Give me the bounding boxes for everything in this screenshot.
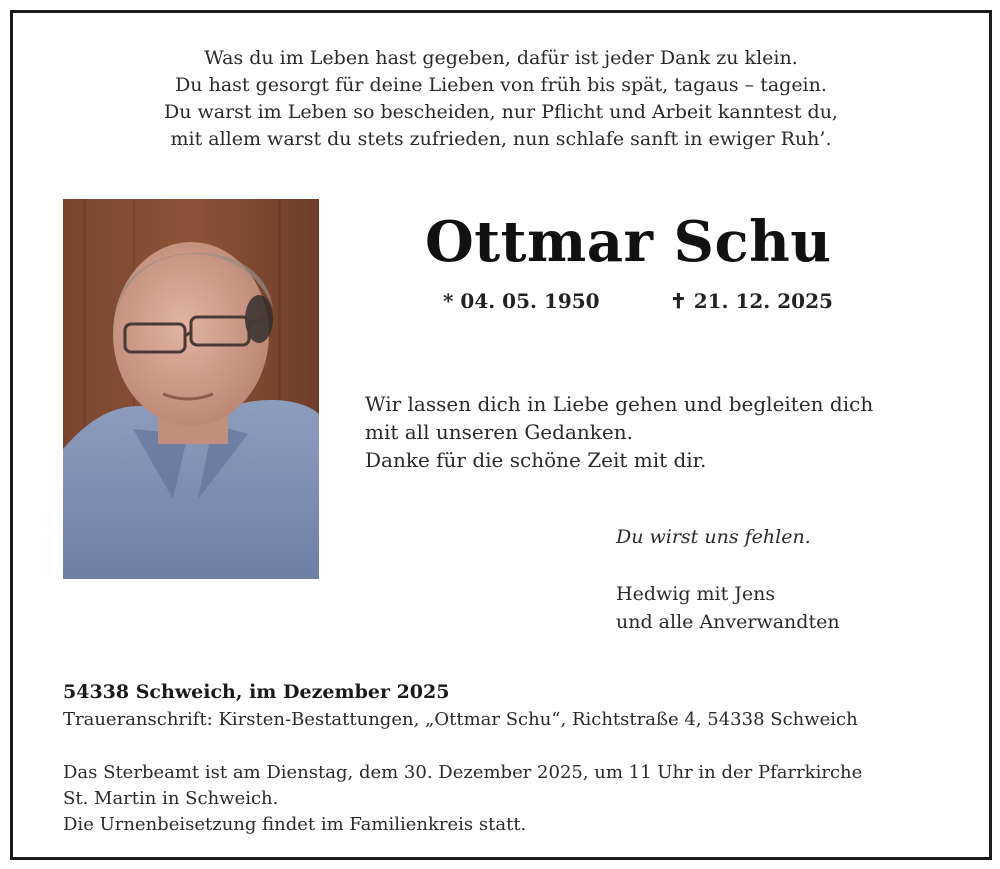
farewell-message	[365, 390, 873, 474]
family-signature	[616, 580, 840, 636]
service-info	[63, 760, 862, 838]
service-line: St. Martin in Schweich.	[63, 788, 279, 809]
poem-line: mit allem warst du stets zufrieden, nun schlafe sanft in ewiger Ruh’.	[170, 128, 832, 150]
service-line: Die Urnenbeisetzung findet im Familienkreis statt.	[63, 814, 527, 835]
place-date: 54338 Schweich, im Dezember 2025	[63, 681, 450, 703]
family-line: und alle Anverwandten	[616, 611, 840, 633]
deceased-name: Ottmar Schu	[425, 209, 832, 275]
death-date: ✝ 21. 12. 2025	[670, 289, 833, 313]
service-line: Das Sterbeamt ist am Dienstag, dem 30. Dezember 2025, um 11 Uhr in der Pfarrkirche	[63, 762, 863, 783]
farewell-line: Du wirst uns fehlen.	[616, 526, 811, 548]
family-line: Hedwig mit Jens	[616, 583, 776, 605]
poem-line: Du hast gesorgt für deine Lieben von früh bis spät, tagaus – tagein.	[175, 74, 827, 96]
poem-line: Was du im Leben hast gegeben, dafür ist jeder Dank zu klein.	[204, 47, 798, 69]
message-line: mit all unseren Gedanken.	[365, 420, 633, 444]
poem-line: Du warst im Leben so bescheiden, nur Pflicht und Arbeit kanntest du,	[164, 101, 838, 123]
portrait-photo	[63, 199, 319, 579]
message-line: Danke für die schöne Zeit mit dir.	[365, 448, 707, 472]
mourning-address: Traueranschrift: Kirsten-Bestattungen, „Ottmar Schu“, Richtstraße 4, 54338 Schweich	[63, 709, 858, 730]
message-line: Wir lassen dich in Liebe gehen und begleiten dich	[365, 392, 874, 416]
birth-date: * 04. 05. 1950	[443, 289, 600, 313]
obituary-frame	[10, 10, 992, 860]
poem	[13, 45, 989, 153]
